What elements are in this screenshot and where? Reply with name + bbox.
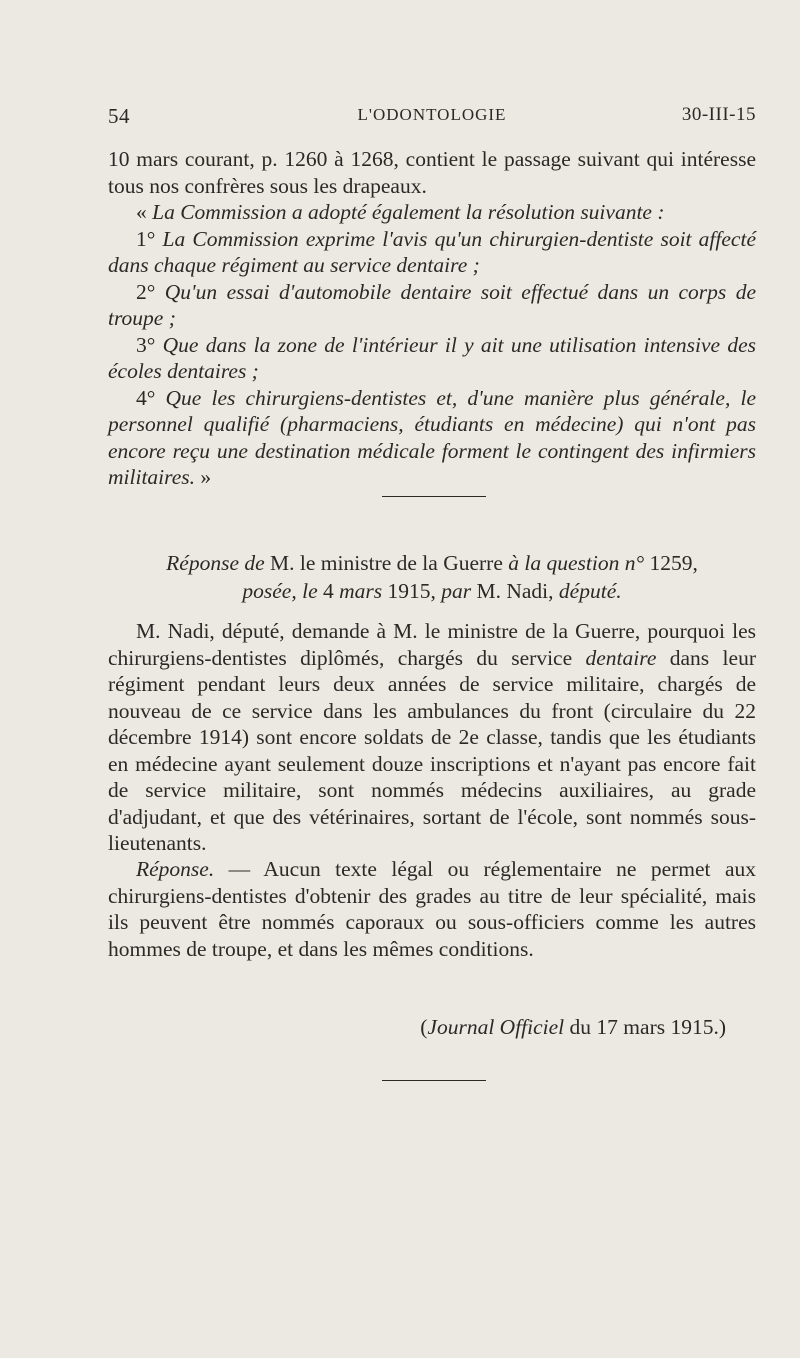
- item-number: 2°: [136, 279, 165, 304]
- section-divider: [382, 496, 486, 497]
- quote-close: »: [195, 465, 212, 489]
- question-text-part: dans leur régiment pendant leurs deux années de service militaire, chargés de nouveau de ce service dans les ambulances du front (circulaire du 22 décembre 1914) sont encore soldats de 2e classe, tandis que les étudiants en médecine ayant seulement douze inscriptions et n'ayant pas encore fait de service militaire, sont nommés médecins auxiliaires, au grade d'adjudant, et que des vétérinaires, sortant de l'école, sont nommés sous-lieutenants.: [108, 645, 756, 855]
- question-paragraph: [108, 618, 756, 857]
- end-divider: [382, 1080, 486, 1081]
- citation-paren: (: [420, 1015, 428, 1039]
- item-text: Qu'un essai d'automobile dentaire soit effectué dans un corps de troupe ;: [108, 279, 756, 330]
- heading-text: M. Nadi,: [471, 579, 559, 603]
- answer-paragraph: [108, 856, 756, 962]
- heading-italic: posée, le: [242, 579, 318, 603]
- running-title: L'ODONTOLOGIE: [357, 105, 507, 124]
- citation-date: du 17 mars 1915.): [564, 1015, 726, 1039]
- page-number: 54: [108, 104, 130, 128]
- resolution-item-1: [108, 226, 756, 279]
- heading-italic: par: [441, 579, 472, 603]
- heading-italic: député.: [558, 579, 622, 603]
- resolution-item-3: [108, 332, 756, 385]
- item-text: Que les chirurgiens-dentistes et, d'une manière plus générale, le personnel qualifié (pharmaciens, étudiants en médecine) qui n'ont pas encore reçu une destination médicale forment le contingent des infirmiers militaires.: [108, 385, 756, 489]
- resolution-block: [108, 146, 756, 491]
- question-emphasis: dentaire: [585, 645, 657, 670]
- resolution-item-2: [108, 279, 756, 332]
- intro-paragraph: 10 mars courant, p. 1260 à 1268, contient le passage suivant qui intéresse tous nos confrères sous les drapeaux.: [108, 147, 756, 198]
- answer-label: Réponse.: [136, 857, 215, 881]
- heading-italic: à la question n°: [508, 551, 645, 575]
- source-citation: [108, 1014, 756, 1040]
- section-heading: [108, 549, 756, 605]
- answer-text: [108, 856, 756, 962]
- item-number: 1°: [136, 226, 163, 251]
- question-text: [108, 618, 756, 857]
- quote-open: «: [136, 200, 153, 224]
- quote-lead: [108, 199, 756, 226]
- citation-title: Journal Officiel: [427, 1015, 565, 1039]
- page-header: [108, 104, 756, 134]
- item-number: 3°: [136, 332, 163, 357]
- heading-text: 4: [317, 579, 340, 603]
- issue-date: 30-III-15: [681, 104, 756, 125]
- heading-italic: Réponse de: [166, 551, 265, 575]
- heading-text: M. le ministre de la Guerre: [264, 551, 509, 575]
- question-text-part: M. Nadi, député, demande à M. le ministre de la Guerre, pourquoi les chirurgiens-dentistes diplômés, chargés du service: [108, 619, 756, 670]
- item-text: Que dans la zone de l'intérieur il y ait une utilisation intensive des écoles dentaires ;: [108, 332, 756, 383]
- heading-italic: mars: [339, 579, 383, 603]
- resolution-item-4: [108, 385, 756, 491]
- quote-lead-text: La Commission a adopté également la résolution suivante :: [152, 200, 665, 224]
- answer-body: — Aucun texte légal ou réglementaire ne permet aux chirurgiens-dentistes d'obtenir des grades au titre de leur spécialité, mais ils peuvent être nommés caporaux ou sous-officiers comme les autres hommes de troupe, et dans les mêmes conditions.: [108, 857, 756, 961]
- heading-text: 1259,: [644, 551, 698, 575]
- heading-text: 1915,: [382, 579, 442, 603]
- item-number: 4°: [136, 385, 166, 410]
- item-text: La Commission exprime l'avis qu'un chirurgien-dentiste soit affecté dans chaque régiment au service dentaire ;: [108, 226, 756, 277]
